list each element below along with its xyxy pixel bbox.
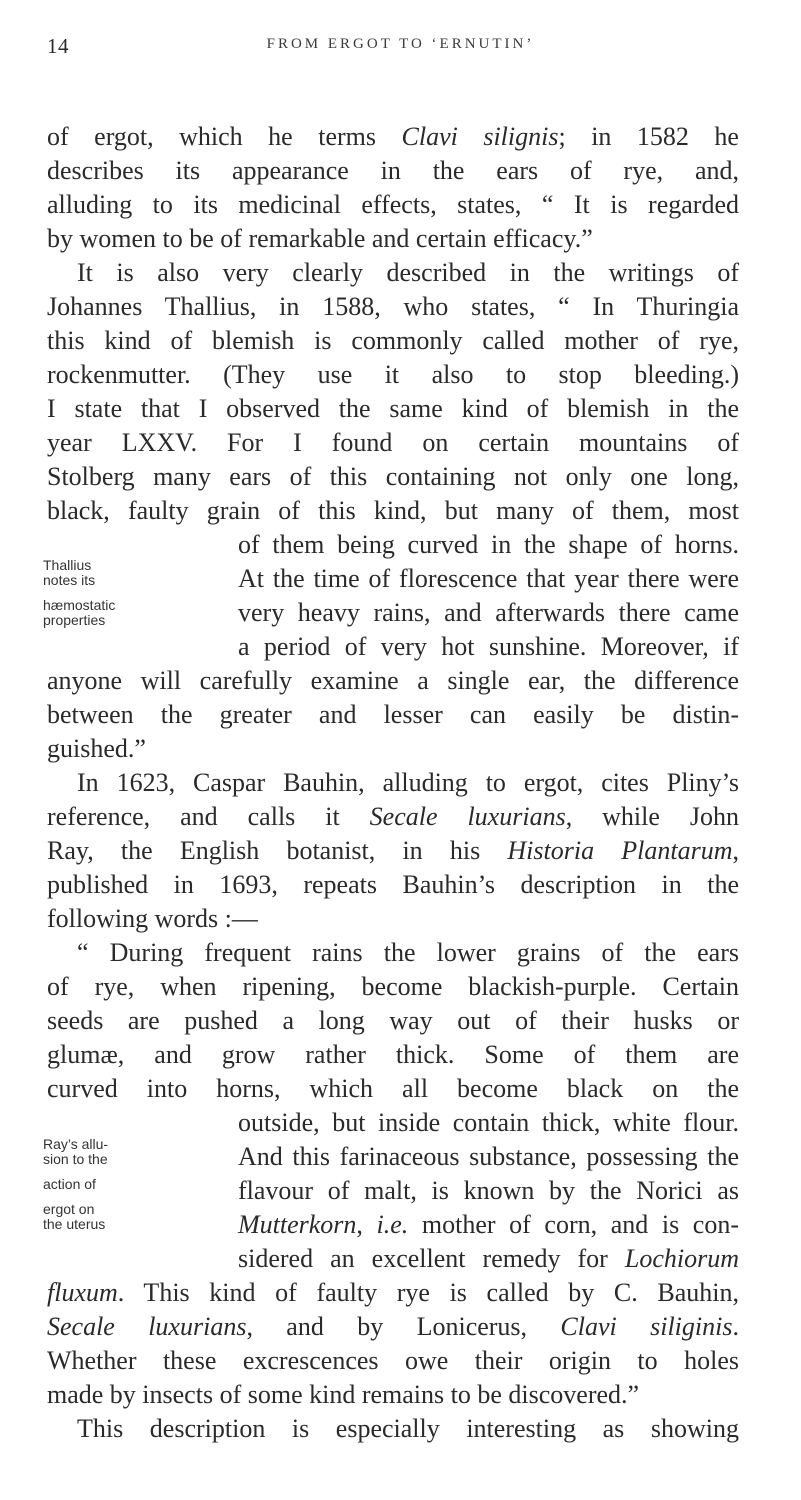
text-line: “ During frequent rains the lower grains of the ears: [77, 938, 739, 967]
text-line: Whether these excrescences owe their origin to holes: [47, 1346, 739, 1375]
text-line: reference, and calls it Secale luxurians, while John: [47, 802, 739, 831]
text-line: alluding to its medicinal effects, states, “ It is regarded: [47, 190, 739, 219]
text-line: curved into horns, which all become black on the: [47, 1074, 739, 1103]
text-line: fluxum. This kind of faulty rye is called by C. Bauhin,: [47, 1278, 739, 1307]
text-line: Johannes Thallius, in 1588, who states, “ In Thuringia: [47, 292, 739, 321]
text-line: In 1623, Caspar Bauhin, alluding to ergot, cites Pliny’s: [77, 768, 739, 797]
margin-note-thallius: Thallius notes its hæmostatic properties: [43, 557, 116, 628]
text-line: This description is especially interesting as showing: [77, 1414, 739, 1443]
text-line: made by insects of some kind remains to be discovered.”: [47, 1380, 640, 1409]
page-header: [0, 34, 801, 74]
text-line: And this farinaceous substance, possessing the: [238, 1142, 739, 1171]
text-line: a period of very hot sunshine. Moreover, if: [238, 632, 739, 661]
text-line: year LXXV. For I found on certain mountains of: [47, 428, 739, 457]
text-line: Ray, the English botanist, in his Historia Plantarum,: [47, 836, 739, 865]
text-line: Stolberg many ears of this containing not only one long,: [47, 462, 739, 491]
text-line: of them being curved in the shape of horns.: [238, 530, 739, 559]
text-line: black, faulty grain of this kind, but many of them, most: [47, 496, 739, 525]
text-line: glumæ, and grow rather thick. Some of them are: [47, 1040, 739, 1069]
text-line: this kind of blemish is commonly called mother of rye,: [47, 326, 739, 355]
text-line: by women to be of remarkable and certain efficacy.”: [47, 224, 593, 253]
text-line: rockenmutter. (They use it also to stop bleeding.): [47, 360, 739, 389]
text-line: between the greater and lesser can easily be distin-: [47, 700, 739, 729]
text-line: outside, but inside contain thick, white flour.: [238, 1108, 739, 1137]
text-line: very heavy rains, and afterwards there came: [238, 598, 739, 627]
text-line: following words :—: [47, 904, 258, 933]
page-number: 14: [47, 34, 69, 58]
margin-note-ray: Ray’s allu- sion to the action of ergot on the uterus: [43, 1136, 109, 1232]
text-line: of rye, when ripening, become blackish-purple. Certain: [47, 972, 739, 1001]
text-line: seeds are pushed a long way out of their husks or: [47, 1006, 739, 1035]
text-line: published in 1693, repeats Bauhin’s description in the: [47, 870, 739, 899]
text-line: flavour of malt, is known by the Norici as: [238, 1176, 739, 1205]
text-line: sidered an excellent remedy for Lochiorum: [238, 1244, 739, 1273]
text-line: It is also very clearly described in the writings of: [77, 258, 739, 287]
text-line: describes its appearance in the ears of rye, and,: [47, 156, 739, 185]
text-line: of ergot, which he terms Clavi silignis; in 1582 he: [47, 122, 739, 151]
text-line: I state that I observed the same kind of blemish in the: [47, 394, 739, 423]
text-line: guished.”: [47, 734, 146, 763]
text-line: anyone will carefully examine a single ear, the difference: [47, 666, 739, 695]
text-line: Secale luxurians, and by Lonicerus, Clavi siliginis.: [47, 1312, 739, 1341]
running-head: FROM ERGOT TO ‘ERNUTIN’: [266, 36, 535, 52]
text-line: At the time of florescence that year there were: [238, 564, 739, 593]
text-line: Mutterkorn, i.e. mother of corn, and is con-: [238, 1210, 739, 1239]
